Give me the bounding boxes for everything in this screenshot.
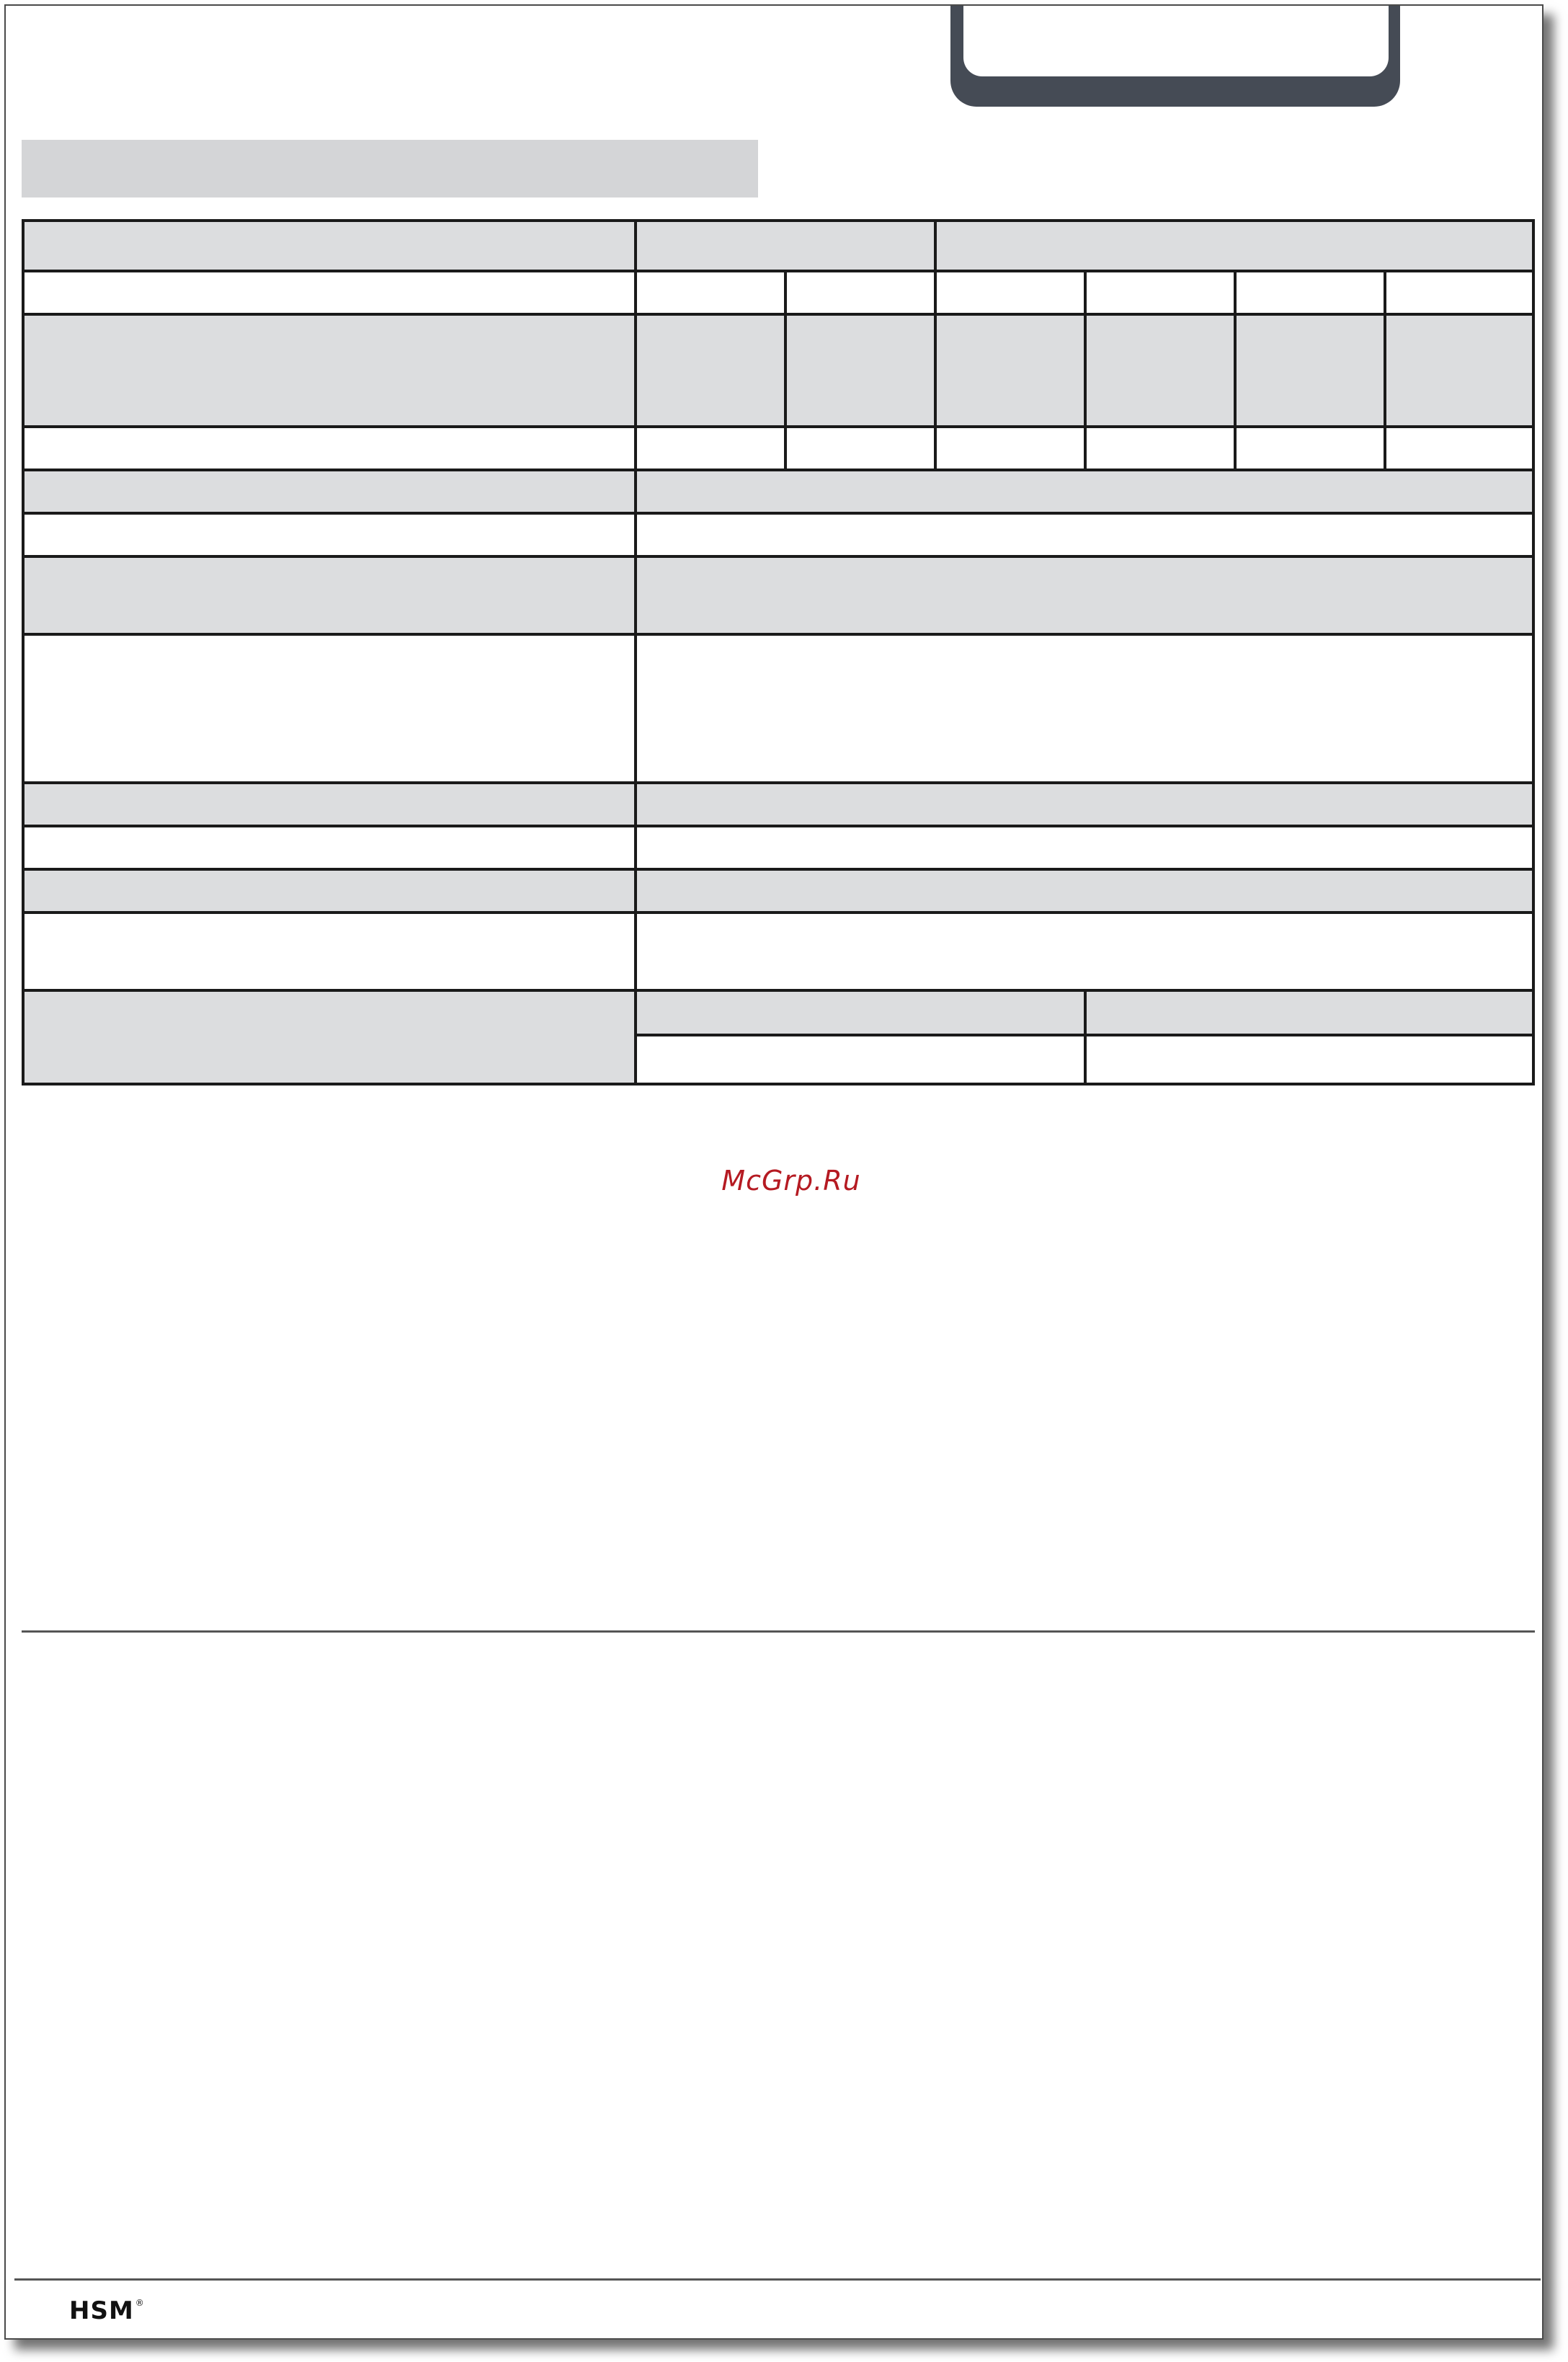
table-row bbox=[24, 827, 1532, 871]
table-cell bbox=[637, 827, 1532, 868]
table-cell bbox=[24, 272, 637, 313]
table-cell bbox=[24, 222, 637, 270]
table-cell bbox=[637, 272, 787, 313]
table-row bbox=[24, 471, 1532, 515]
table-cell bbox=[637, 558, 1532, 633]
table-row bbox=[24, 636, 1532, 784]
table-cell bbox=[1237, 272, 1386, 313]
table-cell bbox=[1386, 316, 1532, 425]
table-row bbox=[24, 428, 1532, 471]
specification-table bbox=[22, 219, 1535, 1085]
table-row bbox=[24, 558, 1532, 636]
table-cell bbox=[637, 316, 787, 425]
table-cell bbox=[24, 558, 637, 633]
table-row bbox=[24, 992, 1532, 1083]
table-row bbox=[24, 515, 1532, 558]
document-page bbox=[4, 4, 1544, 2340]
table-row bbox=[24, 871, 1532, 914]
table-cell bbox=[24, 428, 637, 469]
table-subrow bbox=[637, 992, 1532, 1036]
table-cell bbox=[1087, 428, 1237, 469]
table-row bbox=[24, 316, 1532, 428]
table-cell bbox=[637, 515, 1532, 555]
table-cell bbox=[24, 784, 637, 825]
table-cell bbox=[937, 428, 1087, 469]
table-cell bbox=[787, 316, 937, 425]
section-divider bbox=[22, 1630, 1535, 1633]
table-cell bbox=[1087, 316, 1237, 425]
table-cell bbox=[937, 272, 1087, 313]
table-cell bbox=[637, 914, 1532, 989]
table-cell bbox=[637, 471, 1532, 512]
table-cell bbox=[1087, 272, 1237, 313]
table-row bbox=[24, 222, 1532, 272]
table-cell bbox=[1237, 316, 1386, 425]
table-row bbox=[24, 914, 1532, 992]
table-cell bbox=[637, 222, 937, 270]
table-row bbox=[24, 784, 1532, 827]
table-cell bbox=[1087, 1036, 1532, 1083]
table-cell bbox=[1386, 272, 1532, 313]
table-cell bbox=[637, 1036, 1087, 1083]
table-subrow bbox=[637, 1036, 1532, 1083]
table-cell bbox=[24, 515, 637, 555]
footer-divider bbox=[14, 2278, 1541, 2281]
page-tab-cutout bbox=[963, 6, 1389, 76]
logo-text: HSM bbox=[69, 2296, 134, 2325]
table-cell bbox=[1237, 428, 1386, 469]
table-cell bbox=[1386, 428, 1532, 469]
table-cell bbox=[24, 992, 637, 1083]
table-cell bbox=[787, 428, 937, 469]
watermark-text: McGrp.Ru bbox=[721, 1165, 861, 1196]
table-cell bbox=[637, 871, 1532, 911]
table-cell bbox=[637, 992, 1087, 1034]
table-cell bbox=[637, 428, 787, 469]
table-cell bbox=[24, 871, 637, 911]
table-cell bbox=[24, 827, 637, 868]
table-cell bbox=[937, 316, 1087, 425]
hsm-logo bbox=[69, 2296, 145, 2328]
table-cell bbox=[24, 636, 637, 781]
table-cell bbox=[24, 471, 637, 512]
section-title-bar bbox=[22, 140, 758, 197]
table-row bbox=[24, 272, 1532, 316]
table-cell bbox=[24, 914, 637, 989]
table-cell bbox=[24, 316, 637, 425]
registered-mark: ® bbox=[135, 2298, 145, 2308]
table-cell bbox=[937, 222, 1532, 270]
table-cell bbox=[637, 636, 1532, 781]
table-cell bbox=[787, 272, 937, 313]
table-cell bbox=[637, 784, 1532, 825]
table-cell bbox=[1087, 992, 1532, 1034]
